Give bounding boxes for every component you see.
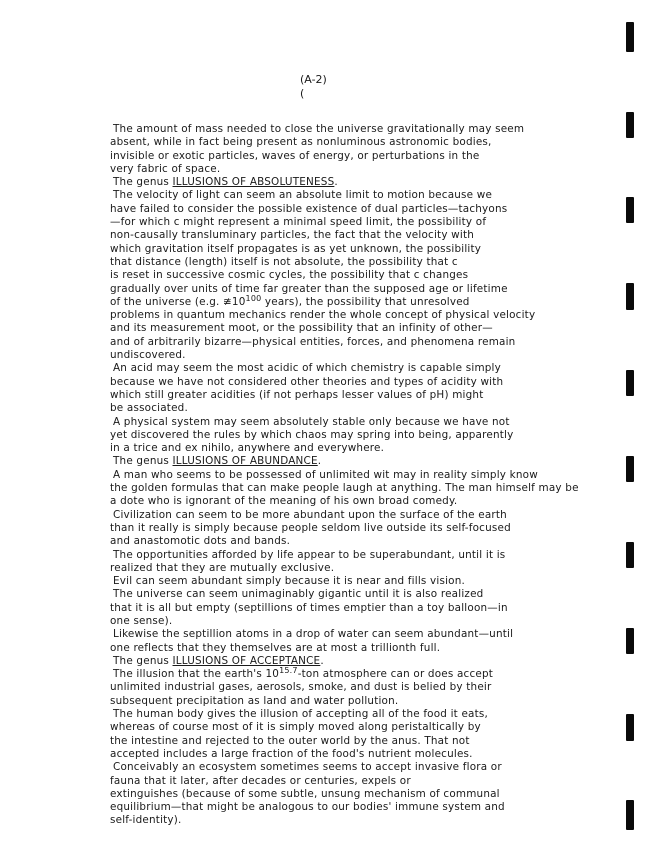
genus-title: ILLUSIONS OF ABSOLUTENESS	[172, 176, 335, 189]
paragraph-atoms	[110, 628, 630, 655]
text-line: a dote who is ignorant of the meaning of his own broad comedy.	[110, 495, 458, 508]
text-line: than it really is simply because people seldom live outside its self-focused	[110, 521, 511, 534]
text-line: gradually over units of time far greater than the supposed age or lifetime	[110, 282, 508, 295]
scan-margin-mark	[626, 456, 634, 482]
text-line: which gravitation itself propagates is as yet unknown, the possibility	[110, 242, 482, 255]
text-line: the golden formulas that can make people laugh at anything. The man himself may be	[110, 482, 579, 495]
text-line: Likewise the septillion atoms in a drop of water can seem abundant—until	[113, 628, 514, 641]
scan-margin-mark	[626, 542, 634, 568]
text-line: The human body gives the illusion of accepting all of the food it eats,	[113, 708, 489, 721]
scan-margin-mark	[626, 370, 634, 396]
text-line: subsequent precipitation as land and water pollution.	[110, 694, 399, 707]
text-line: The amount of mass needed to close the universe gravitationally may seem	[113, 123, 525, 135]
text-line: and anastomotic dots and bands.	[110, 535, 291, 548]
scan-margin-mark	[626, 800, 634, 830]
paragraph-evil	[110, 575, 630, 588]
genus-prefix: The genus	[113, 455, 173, 468]
text-line: that it is all but empty (septillions of times emptier than a toy balloon—in	[110, 601, 508, 614]
page-header	[300, 73, 360, 101]
text-line: have failed to consider the possible existence of dual particles—tachyons	[110, 202, 508, 215]
genus-prefix: The genus	[113, 654, 173, 667]
genus-title: ILLUSIONS OF ACCEPTANCE	[172, 654, 321, 667]
text-line: problems in quantum mechanics render the whole concept of physical velocity	[110, 309, 536, 322]
genus-prefix: The genus	[113, 176, 173, 189]
text-line: and of arbitrarily bizarre—physical entities, forces, and phenomena remain	[110, 335, 516, 348]
text-line: A physical system may seem absolutely stable only because we have not	[113, 415, 510, 428]
text-line: that distance (length) itself is not absolute, the possibility that c	[110, 255, 458, 268]
genus-suffix: .	[334, 176, 338, 189]
scan-margin-mark	[626, 22, 634, 52]
genus-heading-abundance	[110, 455, 630, 468]
text-line: of the universe (e.g. $≇10^{100}$ years), the possibility that unresolved	[110, 293, 470, 308]
text-line: whereas of course most of it is simply moved along peristaltically by	[110, 721, 481, 734]
scan-margin-mark	[626, 112, 634, 138]
scan-margin-mark	[626, 714, 634, 741]
stray-mark: (	[300, 87, 305, 100]
text-line: the intestine and rejected to the outer world by the anus. That not	[110, 734, 470, 747]
page-identifier: (A-2)	[300, 73, 327, 86]
text-line: which still greater acidities (if not perhaps lesser values of pH) might	[110, 388, 484, 401]
text-line: The universe can seem unimaginably gigantic until it is also realized	[113, 588, 484, 601]
paragraph-mass	[110, 123, 630, 176]
genus-suffix: .	[320, 654, 324, 667]
text-line: The illusion that the earth's $10^{15.7}$-ton atmosphere can or does accept	[113, 666, 494, 681]
paragraph-opportunities	[110, 549, 630, 576]
genus-suffix: .	[317, 455, 322, 468]
paragraph-ecosystem	[110, 761, 630, 827]
paragraph-civilization	[110, 509, 630, 549]
paragraph-light	[110, 189, 630, 362]
paragraph-universe	[110, 588, 630, 628]
paragraph-stable	[110, 416, 630, 456]
scan-margin-mark	[626, 628, 634, 654]
paragraph-wit	[110, 469, 630, 509]
text-line: Conceivably an ecosystem sometimes seems to accept invasive flora or	[113, 761, 502, 774]
text-line: very fabric of space.	[110, 162, 221, 175]
genus-heading-acceptance	[110, 655, 630, 668]
text-line: accepted includes a large fraction of the food's nutrient molecules.	[110, 747, 473, 760]
scan-margin-mark	[626, 197, 634, 223]
exponent: 100	[245, 293, 262, 303]
text-line: because we have not considered other theories and types of acidity with	[110, 375, 504, 388]
exponent: 15.7	[279, 666, 298, 676]
text-line: Civilization can seem to be more abundant upon the surface of the earth	[113, 508, 507, 521]
text-line: The velocity of light can seem an absolute limit to motion because we	[113, 189, 493, 202]
genus-title: ILLUSIONS OF ABUNDANCE	[172, 455, 318, 468]
genus-heading-absoluteness	[110, 176, 630, 189]
text-line: equilibrium—that might be analogous to our bodies' immune system and	[110, 801, 505, 814]
body-text	[110, 123, 630, 828]
text-line: one reflects that they themselves are at most a trillionth full.	[110, 641, 441, 654]
text-line: absent, while in fact being present as nonluminous astronomic bodies,	[110, 136, 492, 149]
text-line: is reset in successive cosmic cycles, the possibility that c changes	[110, 269, 469, 282]
text-line: fauna that it later, after decades or centuries, expels or	[110, 774, 411, 787]
text-line: —for which c might represent a minimal speed limit, the possibility of	[110, 216, 487, 229]
paragraph-acid	[110, 362, 630, 415]
text-line: yet discovered the rules by which chaos may spring into being, apparently	[110, 428, 514, 441]
paragraph-body	[110, 708, 630, 761]
text-line: one sense).	[110, 614, 173, 627]
text-line: The opportunities afforded by life appear to be superabundant, until it is	[113, 548, 506, 561]
text-line: realized that they are mutually exclusive.	[110, 561, 335, 574]
scan-margin-mark	[626, 283, 634, 310]
text-line: be associated.	[110, 402, 188, 415]
text-line: undiscovered.	[110, 349, 186, 362]
text-line: A man who seems to be possessed of unlimited wit may in reality simply know	[113, 468, 538, 481]
text-line: extinguishes (because of some subtle, unsung mechanism of communal	[110, 787, 500, 800]
text-line: unlimited industrial gases, aerosols, smoke, and dust is belied by their	[110, 681, 492, 694]
text-line: and its measurement moot, or the possibility that an infinity of other—	[110, 322, 493, 335]
text-line: non-causally transluminary particles, the fact that the velocity with	[110, 229, 475, 242]
text-line: Evil can seem abundant simply because it is near and fills vision.	[113, 575, 466, 588]
text-line: An acid may seem the most acidic of which chemistry is capable simply	[113, 362, 501, 375]
text-line: in a trice and ex nihilo, anywhere and everywhere.	[110, 442, 385, 455]
paragraph-atmosphere	[110, 668, 630, 708]
text-line: self-identity).	[110, 814, 182, 827]
text-line: invisible or exotic particles, waves of energy, or perturbations in the	[110, 149, 480, 162]
